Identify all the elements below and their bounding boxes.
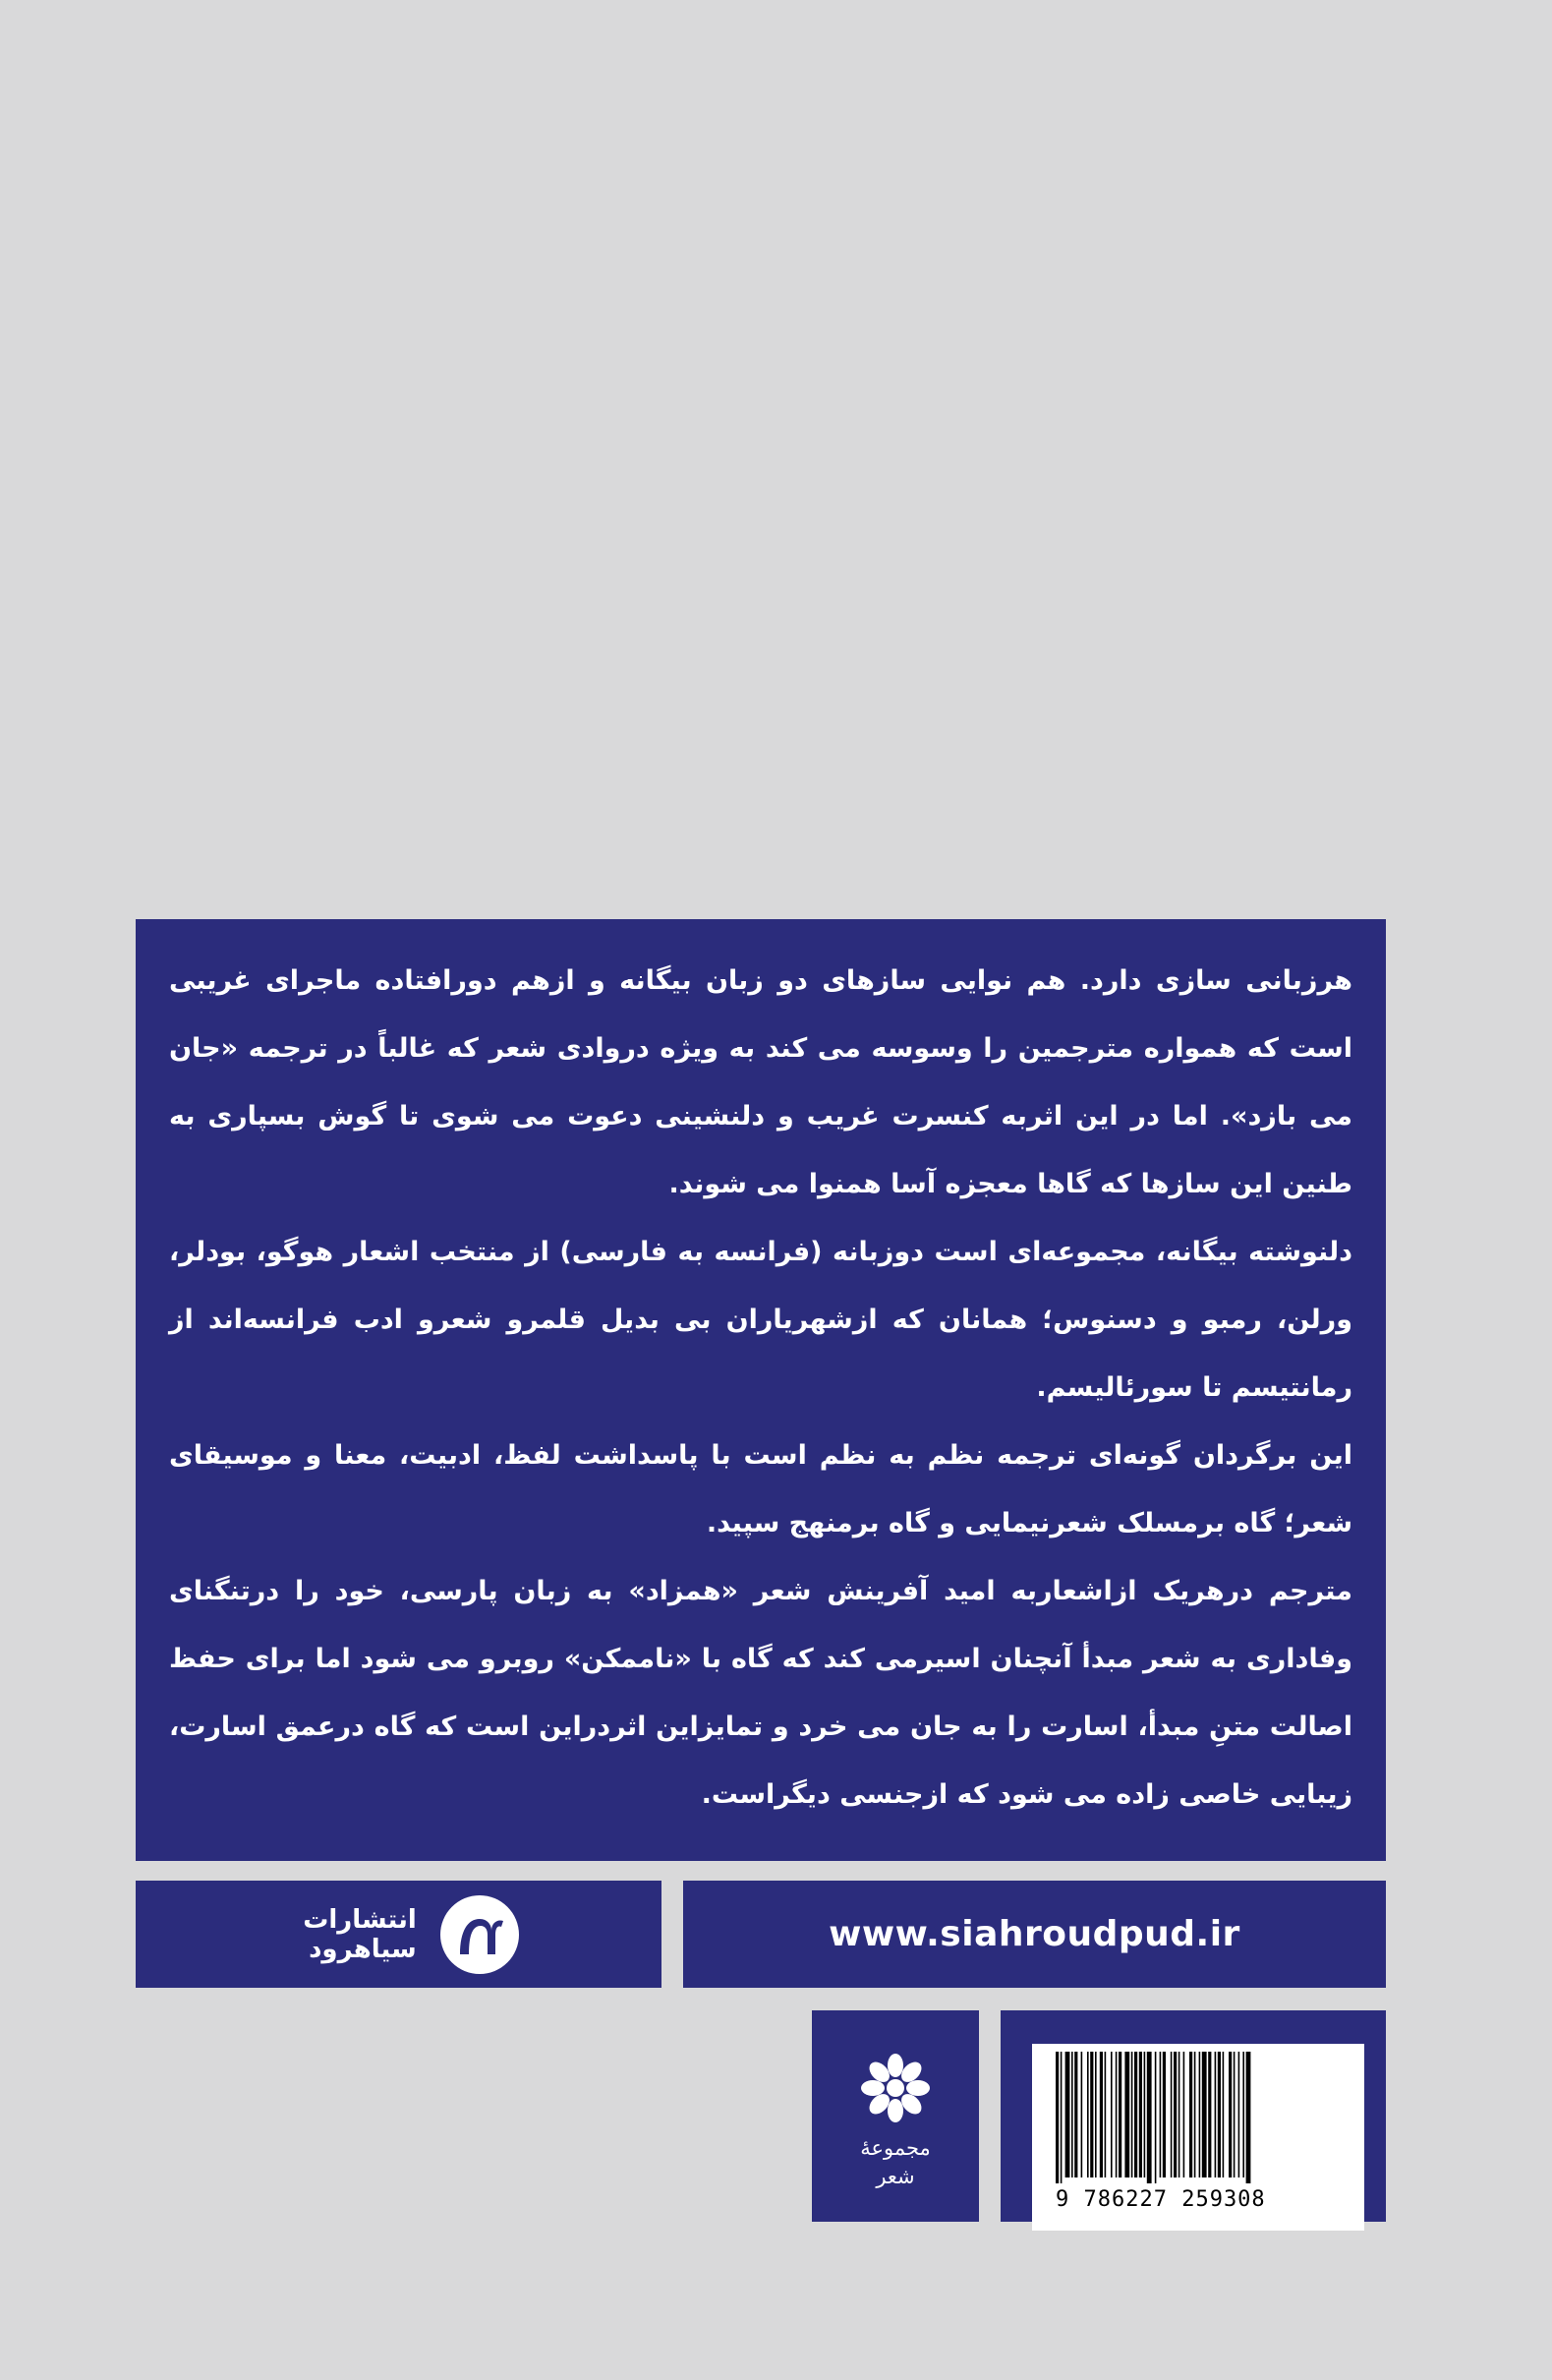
barcode-bar — [1194, 2052, 1196, 2177]
barcode-bar — [1100, 2052, 1103, 2177]
barcode-bar — [1065, 2052, 1070, 2177]
blurb-paragraph-1: هرزبانی سازی دارد. هم نوایی سازهای دو زبان بیگانه و ازهم دورافتاده ماجرای غریبی است که همواره مترجمین را وسوسه می کند به ویژه دروادی شعر که غالباً در ترجمه «جان می بازد». اما در این اثربه کنسرت غریب و دلنشینی دعوت می شوی تا گوش بسپاری به طنین این سازها که گاها معجزه آسا همنوا می شوند. — [169, 965, 1352, 1199]
barcode-bar — [1095, 2052, 1097, 2177]
barcode-bar — [1215, 2052, 1217, 2177]
barcode-bar — [1246, 2052, 1251, 2183]
barcode-bar — [1199, 2052, 1201, 2177]
barcode-bar — [1189, 2052, 1192, 2177]
series-box — [812, 2010, 979, 2222]
publisher-logo-icon — [438, 1893, 521, 1976]
barcode-bar — [1242, 2052, 1244, 2177]
series-label — [860, 2134, 931, 2191]
barcode-image — [1054, 2052, 1345, 2183]
barcode-bar — [1144, 2052, 1146, 2177]
barcode-label — [1032, 2044, 1364, 2231]
barcode-bar — [1208, 2052, 1211, 2177]
barcode-bar — [1234, 2052, 1236, 2177]
barcode-bar — [1134, 2052, 1137, 2177]
publisher-box — [136, 1881, 661, 1988]
website-box — [683, 1881, 1386, 1988]
barcode-bar — [1163, 2052, 1166, 2177]
series-label-line1: مجموعهٔ — [860, 2136, 931, 2160]
blurb-paragraph-2: دلنوشته بیگانه، مجموعه‌ای است دوزبانه (فرانسه به فارسی) از منتخب اشعار هوگو، بودلر، ورلن، رمبو و دسنوس؛ همانان که ازشهریاران بی بدیل قلمرو شعرو ادب فرانسه‌اند از رمانتیسم تا سورئالیسم. — [169, 1237, 1352, 1403]
publisher-name — [303, 1905, 417, 1964]
asterisk-flower-icon — [859, 2052, 932, 2124]
blurb-paragraph-3: این برگردان گونه‌ای ترجمه نظم به نظم است با پاسداشت لفظ، ادبیت، معنا و موسیقای شعر؛ گاه برمسلک شعرنیمایی و گاه برمنهج سپید. — [169, 1440, 1352, 1538]
barcode-bar — [1147, 2052, 1152, 2183]
barcode-bar — [1090, 2052, 1093, 2177]
publisher-name-line2: سیاهرود — [309, 1934, 417, 1964]
series-label-line2: شعر — [876, 2165, 915, 2188]
publisher-name-line1: انتشارات — [303, 1904, 417, 1935]
website-url[interactable]: www.siahroudpud.ir — [829, 1914, 1240, 1954]
barcode-bar — [1061, 2052, 1063, 2183]
barcode-bar — [1119, 2052, 1121, 2177]
barcode-bar — [1202, 2052, 1207, 2177]
barcode-bar — [1178, 2052, 1180, 2177]
barcode-bar — [1229, 2052, 1232, 2177]
barcode-bar — [1160, 2052, 1162, 2177]
barcode-bar — [1171, 2052, 1173, 2177]
back-cover-blurb — [136, 919, 1386, 1861]
barcode-box — [1001, 2010, 1386, 2222]
isbn-number: 9 786227 259308 — [1056, 2187, 1266, 2212]
barcode-bar — [1174, 2052, 1177, 2177]
barcode-bar — [1124, 2052, 1129, 2177]
barcode-bar — [1139, 2052, 1142, 2177]
barcode-bar — [1081, 2052, 1083, 2177]
barcode-bar — [1155, 2052, 1157, 2183]
barcode-bar — [1074, 2052, 1077, 2177]
barcode-bar — [1238, 2052, 1240, 2177]
blurb-paragraph-4: مترجم درهریک ازاشعاربه امید آفرینش شعر «همزاد» به زبان پارسی، خود را درتنگنای وفاداری به شعر مبدأ آنچنان اسیرمی کند که گاه با «ناممکن» روبرو می شود اما برای حفظ اصالت متنِ مبدأ، اسارت را به جان می خرد و تمایزاین اثردراین است که گاه درعمق اسارت، زیبایی خاصی زاده می شود که ازجنسی دیگراست. — [169, 1576, 1352, 1810]
barcode-bar — [1111, 2052, 1113, 2177]
barcode-bar — [1056, 2052, 1059, 2183]
barcode-bar — [1071, 2052, 1073, 2177]
barcode-bar — [1087, 2052, 1089, 2177]
barcode-bar — [1183, 2052, 1185, 2177]
barcode-bar — [1116, 2052, 1118, 2177]
barcode-bar — [1131, 2052, 1133, 2177]
barcode-bar — [1218, 2052, 1221, 2177]
barcode-bar — [1105, 2052, 1107, 2177]
barcode-bar — [1223, 2052, 1225, 2177]
